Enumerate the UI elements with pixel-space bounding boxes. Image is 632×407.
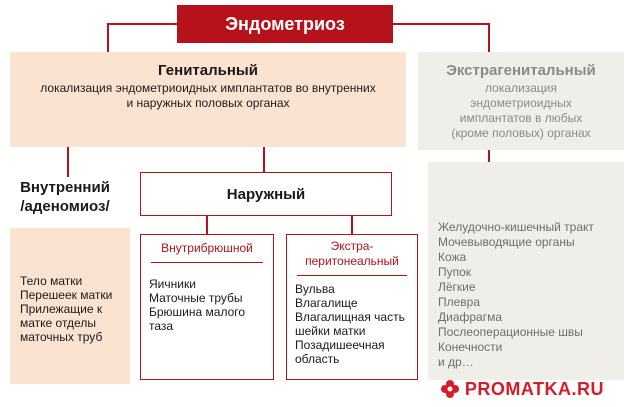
connector-line (107, 23, 178, 25)
list-item: Диафрагма (438, 310, 503, 324)
list-item: Конечности (438, 340, 503, 354)
genital-heading: Генитальный (158, 62, 258, 79)
list-item: область (295, 352, 340, 366)
extraperitoneal-list (287, 282, 417, 366)
extraperitoneal-heading (287, 239, 417, 269)
divider (297, 275, 407, 276)
diagram-title: Эндометриоз (177, 5, 393, 43)
description-line: (кроме половых) органах (451, 126, 591, 140)
list-item: таза (149, 319, 174, 333)
flower-logo-icon (439, 378, 461, 400)
extragenital-heading: Экстрагенитальный (446, 62, 596, 79)
list-item: Позадишеечная (295, 338, 385, 352)
external-box (140, 172, 392, 216)
description-line: локализация (485, 81, 557, 95)
extragenital-list-box (428, 162, 624, 380)
connector-line (263, 147, 265, 172)
connector-line (206, 216, 208, 234)
divider (151, 262, 263, 263)
list-item: Перешеек матки (20, 288, 113, 302)
list-item: Кожа (438, 250, 467, 264)
extraperitoneal-box (286, 234, 418, 380)
watermark-logo (439, 377, 604, 401)
list-item: Влагалище (295, 296, 358, 310)
list-item: Влагалищная часть (295, 310, 405, 324)
list-item: Пупок (438, 265, 472, 279)
list-item: Плевра (438, 295, 481, 309)
connector-line (488, 150, 490, 162)
extragenital-box (418, 52, 624, 150)
extragenital-description (418, 81, 624, 141)
intraperitoneal-list (141, 277, 273, 333)
list-item: Тело матки (20, 274, 83, 288)
list-item: Брюшина малого (149, 305, 246, 319)
list-item: Послеоперационные швы (438, 325, 583, 339)
watermark-text: PROMATKA.RU (464, 378, 604, 399)
genital-box (10, 52, 406, 147)
internal-heading-line: /аденомиоз/ (20, 198, 110, 215)
connector-line (67, 147, 69, 177)
connector-line (351, 216, 353, 234)
list-item: маточных труб (20, 330, 103, 344)
list-item: Прилежащие к (20, 302, 103, 316)
genital-description: локализация эндометриоидных имплантатов во внутренних и наружных половых органах (40, 81, 376, 110)
list-item: Желудочно-кишечный тракт (438, 220, 594, 234)
description-line: эндометриоидных (470, 96, 572, 110)
description-line: имплантатов в любых (459, 111, 583, 125)
internal-heading-line: Внутренний (20, 179, 110, 196)
extraperitoneal-heading-line: Экстра- (330, 239, 374, 253)
list-item: шейки матки (295, 324, 366, 338)
list-item: Вульва (295, 282, 335, 296)
connector-line (107, 23, 109, 52)
connector-line (488, 23, 490, 52)
intraperitoneal-box (140, 234, 274, 380)
internal-list-box (10, 228, 130, 384)
internal-heading (10, 178, 120, 218)
external-heading: Наружный (226, 185, 306, 203)
list-item: Маточные трубы (149, 291, 243, 305)
list-item: Мочевыводящие органы (438, 235, 575, 249)
extraperitoneal-heading-line: перитонеальный (305, 254, 399, 268)
list-item: Яичники (149, 277, 196, 291)
list-item: Лёгкие (438, 280, 476, 294)
list-item: и др… (438, 355, 474, 369)
intraperitoneal-heading: Внутрибрюшной (161, 241, 253, 255)
list-item: матке отделы (20, 316, 96, 330)
connector-line (392, 23, 490, 25)
